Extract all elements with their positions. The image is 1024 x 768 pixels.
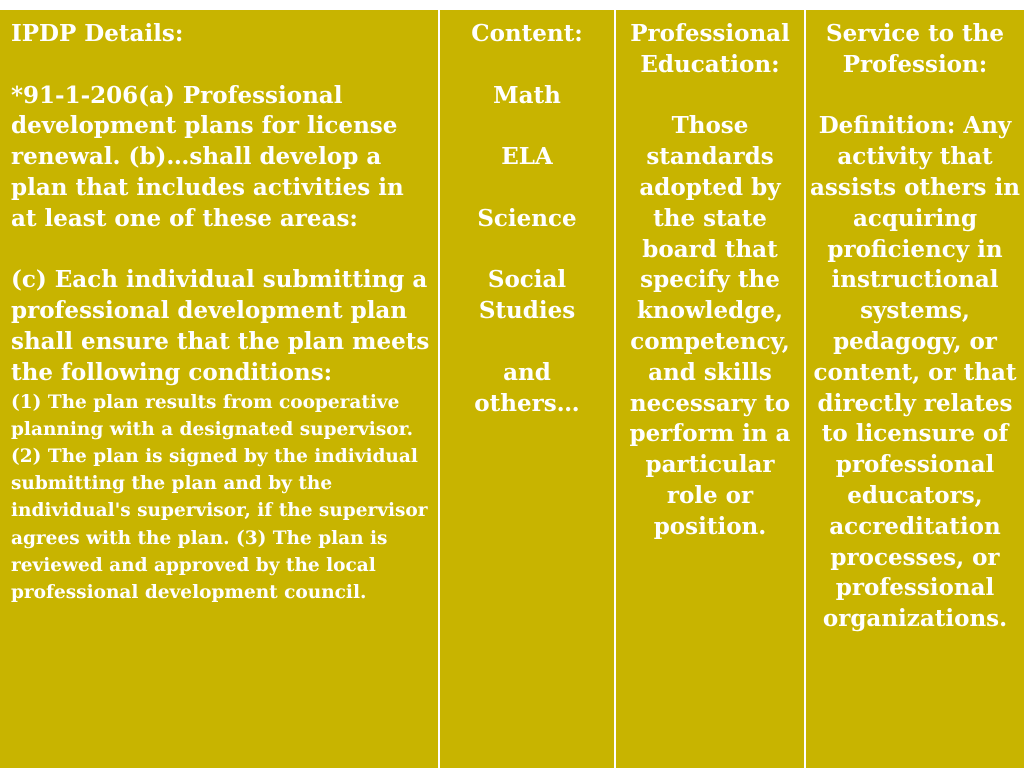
- content-heading: Content:: [471, 20, 583, 47]
- ipdp-details-heading: IPDP Details:: [11, 20, 184, 47]
- content-item-social-studies: Social Studies: [478, 266, 576, 325]
- content-item-science: Science: [477, 204, 577, 232]
- regulation-text: *91-1-206(a) Professional development plans for license renewal. (b)…shall develop a plan that includes activities in at least one of these areas:: [11, 81, 404, 232]
- content-column: [440, 10, 614, 768]
- professional-education-column: [616, 10, 804, 768]
- service-definition: Definition: Any activity that assists others in acquiring proficiency in instructional systems, pedagogy, or content, or that directly relates to licensure of professional educators, accreditation processes, or professional organizations.: [810, 112, 1020, 633]
- table: [0, 10, 1024, 768]
- content-item-others: and others…: [474, 358, 580, 417]
- service-heading: Service to the Profession:: [825, 20, 1005, 78]
- conditions-list: (1) The plan results from cooperative planning with a designated supervisor. (2) The plan is signed by the individual submitting the plan and by the individual's supervisor, if the supervisor agrees with the plan. (3) The plan is reviewed and approved by the local professional development council.: [11, 391, 428, 603]
- service-to-profession-column: [806, 10, 1024, 768]
- content-item-ela: ELA: [501, 143, 553, 171]
- professional-education-definition: Those standards adopted by the state board that specify the knowledge, competency, and skills necessary to perform in a particular role or position.: [629, 112, 791, 540]
- ipdp-details-column: [0, 10, 438, 768]
- content-item-math: Math: [493, 81, 561, 109]
- conditions-intro: (c) Each individual submitting a professional development plan shall ensure that the plan meets the following conditions:: [11, 266, 430, 386]
- professional-education-heading: Professional Education:: [630, 20, 790, 78]
